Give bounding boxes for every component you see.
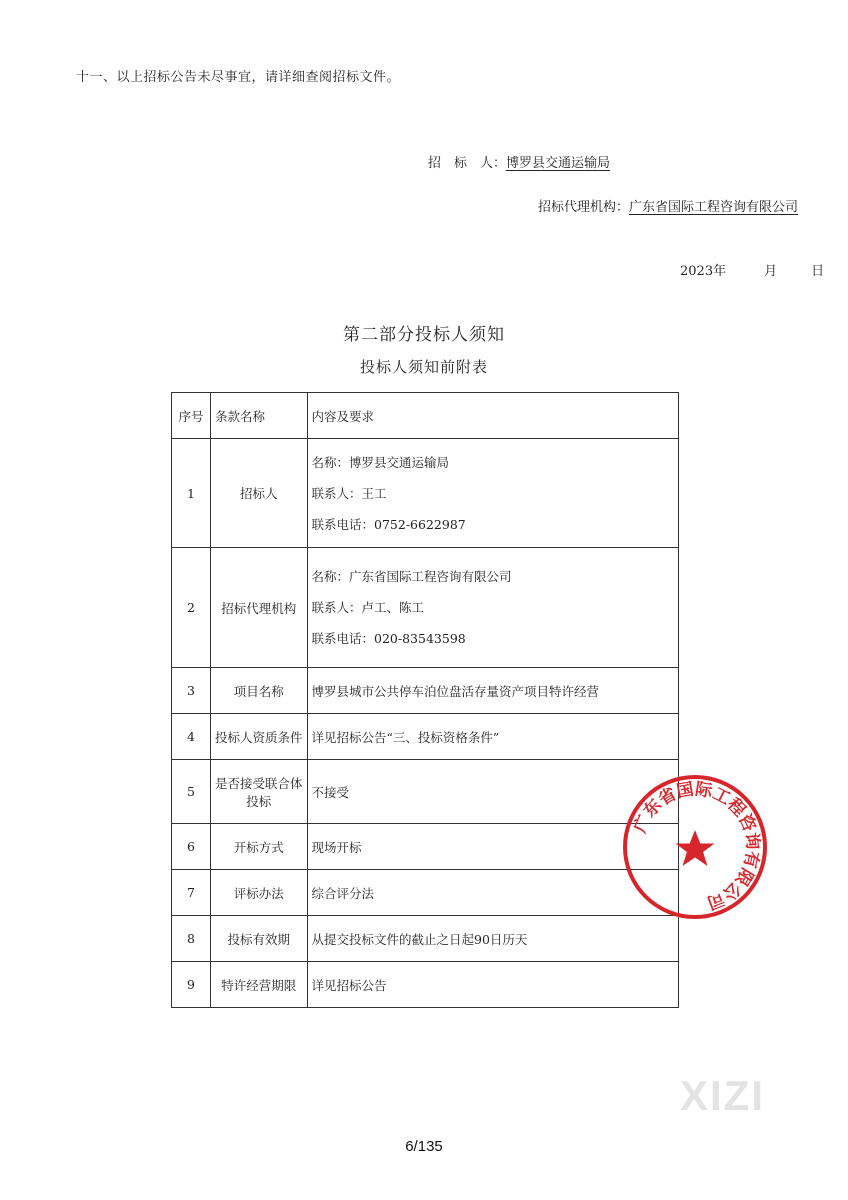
table-row bbox=[172, 548, 679, 668]
table-header-row bbox=[172, 393, 679, 439]
row-content bbox=[307, 439, 678, 548]
row-content: 详见招标公告 bbox=[307, 962, 678, 1008]
row-no: 7 bbox=[172, 870, 211, 916]
table-row bbox=[172, 668, 679, 714]
row-name: 投标有效期 bbox=[211, 916, 308, 962]
content-line: 联系人：卢工、陈工 bbox=[311, 600, 425, 615]
row-no: 5 bbox=[172, 760, 211, 824]
row-no: 2 bbox=[172, 548, 211, 668]
row-content: 综合评分法 bbox=[307, 870, 678, 916]
seal-text: 广东省国际工程咨询有限公司 bbox=[630, 779, 763, 913]
content-line: 联系人：王工 bbox=[311, 485, 387, 501]
table-row bbox=[172, 870, 679, 916]
row-content bbox=[307, 548, 678, 668]
row-no: 9 bbox=[172, 962, 211, 1008]
table-row bbox=[172, 714, 679, 760]
row-no: 8 bbox=[172, 916, 211, 962]
row-content: 博罗县城市公共停车泊位盘活存量资产项目特许经营 bbox=[307, 668, 678, 714]
content-line: 联系电话：020-83543598 bbox=[311, 631, 466, 646]
content-line: 名称：博罗县交通运输局 bbox=[311, 454, 450, 470]
row-name: 评标办法 bbox=[211, 870, 308, 916]
row-no: 1 bbox=[172, 439, 211, 548]
date-year: 2023年 bbox=[680, 264, 727, 279]
content-line: 名称：广东省国际工程咨询有限公司 bbox=[311, 569, 512, 584]
table-row bbox=[172, 916, 679, 962]
notice-line: 十一、以上招标公告未尽事宜，请详细查阅招标文件。 bbox=[76, 70, 401, 85]
table-title: 投标人须知前附表 bbox=[359, 358, 488, 376]
row-content: 详见招标公告“三、投标资格条件” bbox=[307, 714, 678, 760]
bidder-instructions-table bbox=[171, 392, 679, 1008]
header-no: 序号 bbox=[172, 393, 211, 439]
signature-date bbox=[680, 260, 824, 279]
agency-label: 招标代理机构： bbox=[538, 200, 630, 215]
row-content: 现场开标 bbox=[307, 824, 678, 870]
star-icon bbox=[676, 830, 715, 866]
table-row bbox=[172, 962, 679, 1008]
table-row bbox=[172, 760, 679, 824]
table-row bbox=[172, 439, 679, 548]
page-number: 6/135 bbox=[405, 1138, 443, 1155]
tenderer-signature bbox=[428, 152, 610, 171]
agency-signature bbox=[538, 196, 798, 215]
date-day: 日 bbox=[811, 264, 825, 279]
row-no: 6 bbox=[172, 824, 211, 870]
table-row bbox=[172, 824, 679, 870]
row-no: 3 bbox=[172, 668, 211, 714]
company-seal bbox=[620, 772, 770, 922]
watermark: XIZI bbox=[680, 1072, 766, 1119]
header-content: 内容及要求 bbox=[307, 393, 678, 439]
date-month: 月 bbox=[764, 264, 778, 279]
tenderer-value: 博罗县交通运输局 bbox=[506, 156, 611, 171]
part-title: 第二部分投标人须知 bbox=[343, 325, 505, 345]
header-name: 条款名称 bbox=[211, 393, 308, 439]
row-name: 投标人资质条件 bbox=[211, 714, 308, 760]
row-name: 开标方式 bbox=[211, 824, 308, 870]
agency-value: 广东省国际工程咨询有限公司 bbox=[629, 200, 799, 215]
content-line: 联系电话：0752-6622987 bbox=[311, 516, 466, 532]
row-name: 项目名称 bbox=[211, 668, 308, 714]
row-name: 招标人 bbox=[211, 439, 308, 548]
row-content: 不接受 bbox=[307, 760, 678, 824]
tenderer-label: 招 标 人： bbox=[428, 156, 507, 171]
row-name: 招标代理机构 bbox=[211, 548, 308, 668]
row-no: 4 bbox=[172, 714, 211, 760]
row-content: 从提交投标文件的截止之日起90日历天 bbox=[307, 916, 678, 962]
row-name: 是否接受联合体投标 bbox=[211, 760, 308, 824]
row-name: 特许经营期限 bbox=[211, 962, 308, 1008]
